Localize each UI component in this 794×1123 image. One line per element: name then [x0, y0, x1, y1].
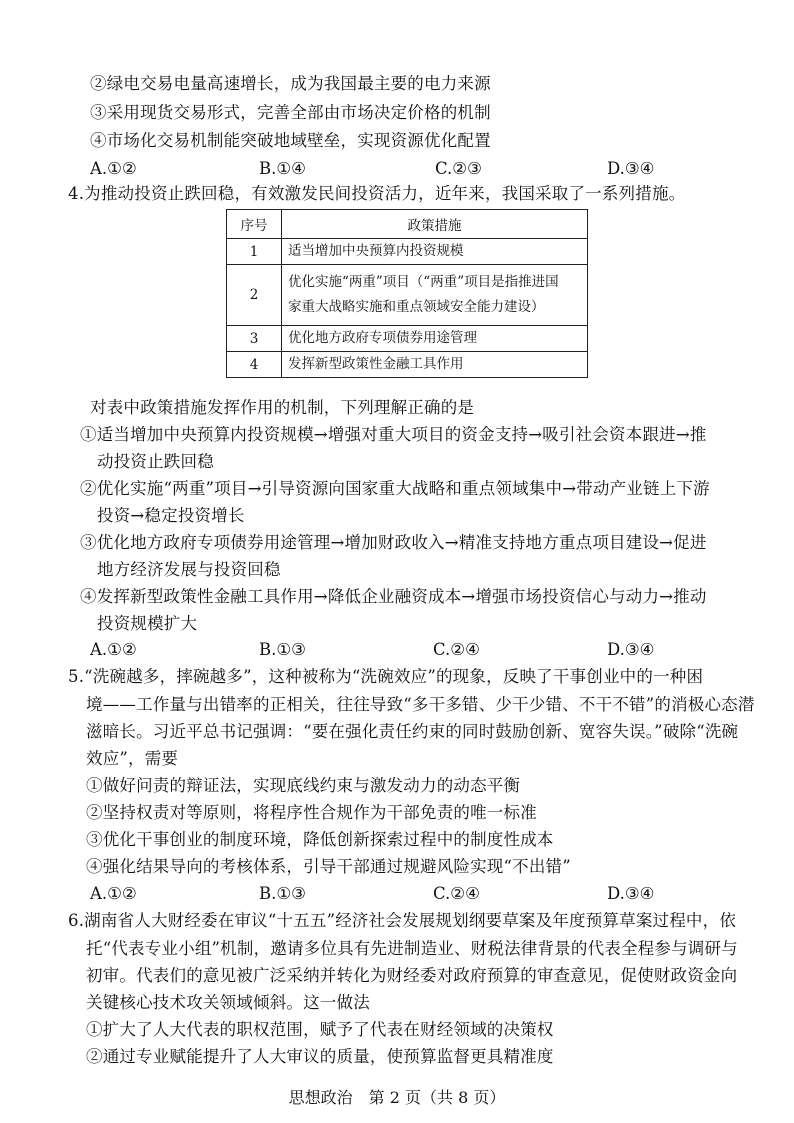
table-cell-line: 家重大战略实施和重点领域安全能力建设）: [288, 299, 545, 315]
q4-item-1-line-2: 动投资止跌回稳: [97, 452, 214, 471]
q5-stem-line-1: 5.“洗碗越多，摔碗越多”，这种被称为“洗碗效应”的现象，反映了干事创业中的一种困: [68, 667, 704, 686]
table-cell-measure: 适当增加中央预算内投资规模: [282, 239, 588, 265]
table-cell-no: 1: [227, 239, 282, 265]
q4-option-c: C.②④: [433, 640, 480, 659]
table-cell-no: 2: [227, 265, 282, 326]
q5-item-2: ②坚持权责对等原则，将程序性合规作为干部免责的唯一标准: [86, 803, 537, 822]
q4-question: 对表中政策措施发挥作用的机制，下列理解正确的是: [90, 398, 475, 417]
q3-item-3: ③采用现货交易形式，完善全部由市场决定价格的机制: [90, 103, 491, 122]
table-cell-measure: [282, 265, 588, 326]
q5-stem-line-4: 效应”，需要: [86, 749, 179, 768]
q6-stem-line-1: 6.湖南省人大财经委在审议“十五五”经济社会发展规划纲要草案及年度预算草案过程中，依: [68, 911, 737, 930]
q5-item-1: ①做好问责的辩证法，实现底线约束与激发动力的动态平衡: [86, 776, 521, 795]
q6-stem-line-2: 托“代表专业小组”机制，邀请多位具有先进制造业、财税法律背景的代表全程参与调研与: [86, 939, 738, 958]
table-cell-measure: 发挥新型政策性金融工具作用: [282, 352, 588, 378]
q3-option-a: A.①②: [90, 159, 137, 178]
q4-item-2-line-2: 投资→稳定投资增长: [97, 506, 245, 525]
q6-stem-line-3: 初审。代表们的意见被广泛采纳并转化为财经委对政府预算的审查意见，促使财政资金向: [86, 966, 738, 985]
table-row: [227, 352, 588, 378]
table-cell-no: 4: [227, 352, 282, 378]
q4-item-4-line-1: ④发挥新型政策性金融工具作用→降低企业融资成本→增强市场投资信心与动力→推动: [80, 587, 707, 606]
q5-option-d: D.③④: [607, 884, 655, 903]
q4-item-2-line-1: ②优化实施“两重”项目→引导资源向国家重大战略和重点领域集中→带动产业链上下游: [80, 479, 710, 498]
page-footer: 思想政治 第 2 页（共 8 页）: [288, 1088, 506, 1107]
table-header-measure: 政策措施: [282, 210, 588, 239]
q5-option-c: C.②④: [433, 884, 480, 903]
q5-stem-line-2: 境——工作量与出错率的正相关，往往导致“多干多错、少干少错、不干不错”的消极心态潜: [86, 695, 755, 714]
table-row: [227, 239, 588, 265]
q3-item-2: ②绿电交易电量高速增长，成为我国最主要的电力来源: [90, 74, 491, 93]
q5-option-a: A.①②: [90, 884, 137, 903]
q4-option-d: D.③④: [607, 640, 655, 659]
q3-option-c: C.②③: [435, 159, 482, 178]
q4-item-3-line-1: ③优化地方政府专项债券用途管理→增加财政收入→精准支持地方重点项目建设→促进: [80, 533, 707, 552]
q4-item-3-line-2: 地方经济发展与投资回稳: [97, 560, 281, 579]
q5-item-4: ④强化结果导向的考核体系，引导干部通过规避风险实现“不出错”: [86, 857, 571, 876]
table-cell-measure: 优化地方政府专项债券用途管理: [282, 326, 588, 352]
q6-item-2: ②通过专业赋能提升了人大审议的质量，使预算监督更具精准度: [86, 1047, 554, 1066]
q4-item-1-line-1: ①适当增加中央预算内投资规模→增强对重大项目的资金支持→吸引社会资本跟进→推: [80, 425, 707, 444]
q5-stem-line-3: 滋暗长。习近平总书记强调：“要在强化责任约束的同时鼓励创新、宽容失误。”破除“洗碗: [86, 722, 739, 741]
q4-item-4-line-2: 投资规模扩大: [97, 614, 198, 633]
table-header-row: [227, 210, 588, 239]
table-row: [227, 265, 588, 326]
q4-stem: 4.为推动投资止跌回稳，有效激发民间投资活力，近年来，我国采取了一系列措施。: [68, 184, 686, 203]
table-cell-no: 3: [227, 326, 282, 352]
table-header-no: 序号: [227, 210, 282, 239]
q6-item-1: ①扩大了人大代表的职权范围，赋予了代表在财经领域的决策权: [86, 1020, 554, 1039]
q5-item-3: ③优化干事创业的制度环境，降低创新探索过程中的制度性成本: [86, 830, 554, 849]
q3-option-d: D.③④: [607, 159, 655, 178]
q6-stem-line-4: 关键核心技术攻关领域倾斜。这一做法: [86, 993, 370, 1012]
q4-option-b: B.①③: [259, 640, 306, 659]
q3-item-4: ④市场化交易机制能突破地域壁垒，实现资源优化配置: [90, 131, 491, 150]
table-row: [227, 326, 588, 352]
q5-option-b: B.①③: [259, 884, 306, 903]
q4-option-a: A.①②: [90, 640, 137, 659]
q3-option-b: B.①④: [259, 159, 306, 178]
policy-table: [226, 209, 588, 378]
table-cell-line: 优化实施“两重”项目（“两重”项目是指推进国: [288, 274, 559, 290]
